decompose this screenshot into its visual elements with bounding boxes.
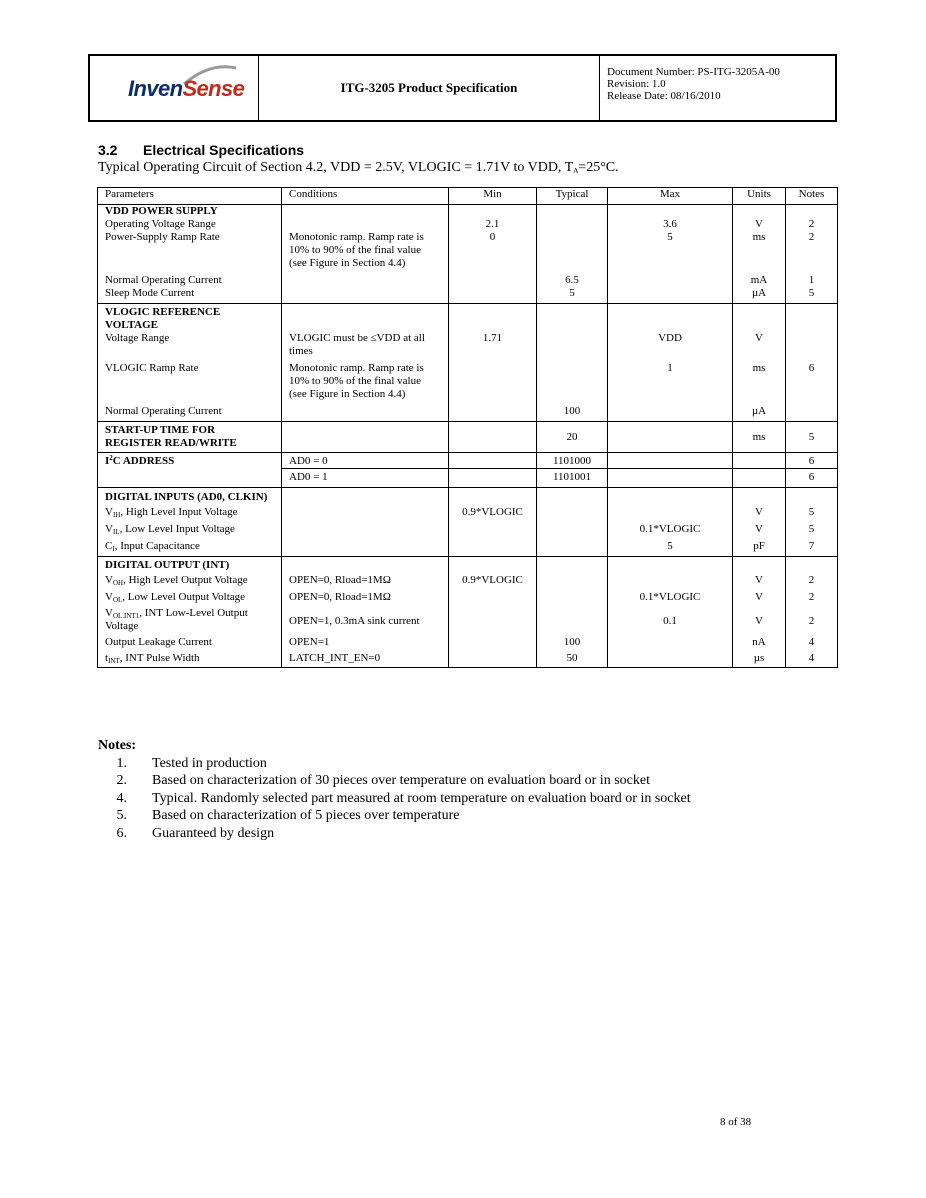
cond-cell [282, 523, 449, 540]
param-sub: I [112, 545, 115, 553]
group-title [98, 453, 282, 469]
notes-cell [786, 405, 838, 422]
cond-cell: OPEN=0, Rload=1MΩ [282, 591, 449, 607]
col-header-notes: Notes [786, 188, 838, 205]
group-title-row [98, 422, 838, 453]
note-number: 4. [116, 790, 127, 806]
max-cell: VDD [608, 332, 733, 362]
min-cell [449, 287, 537, 304]
max-cell [608, 287, 733, 304]
max-cell: 0.1*VLOGIC [608, 591, 733, 607]
col-header-units: Units [733, 188, 786, 205]
param-post: , Low Level Input Voltage [119, 523, 235, 535]
typ-cell: 1101000 [537, 453, 608, 469]
param-cell [98, 574, 282, 591]
section-subtitle [98, 160, 619, 176]
doc-info [600, 56, 835, 120]
typ-cell: 5 [537, 287, 608, 304]
note-text: Based on characterization of 30 pieces over temperature on evaluation board or in socket [152, 773, 650, 788]
param-sub: OH [112, 579, 124, 587]
table-row [98, 591, 838, 607]
notes-list [98, 755, 691, 843]
units-cell: V [733, 574, 786, 591]
param-cell [98, 636, 282, 652]
param-sub: OL [112, 596, 123, 604]
table-row [98, 506, 838, 523]
note-number: 6. [116, 825, 127, 841]
param-pre: V [105, 591, 113, 603]
typ-cell: 20 [537, 422, 608, 453]
table-row [98, 287, 838, 304]
doc-release-date: Release Date: 08/16/2010 [607, 90, 721, 102]
col-header-max: Max [608, 188, 733, 205]
param-post: , Input Capacitance [114, 540, 200, 552]
param-cell [98, 540, 282, 557]
param-sub: IL [112, 528, 120, 536]
page-number: 8 of 38 [720, 1116, 752, 1128]
typ-cell [537, 362, 608, 405]
section-title: Electrical Specifications [143, 142, 305, 158]
cond-cell: VLOGIC must be ≤VDD at all times [282, 332, 449, 362]
col-header-conditions: Conditions [282, 188, 449, 205]
param-cell: Sleep Mode Current [98, 287, 282, 304]
cond-cell [282, 540, 449, 557]
note-text: Guaranteed by design [152, 825, 275, 841]
min-cell [449, 405, 537, 422]
cond-cell [282, 218, 449, 231]
typ-cell: 1101001 [537, 469, 608, 488]
max-cell: 0.1 [608, 607, 733, 636]
doc-number: Document Number: PS-ITG-3205A-00 [607, 66, 780, 78]
param-cell [98, 506, 282, 523]
max-cell [608, 574, 733, 591]
notes-cell: 5 [786, 422, 838, 453]
table-row [98, 607, 838, 636]
param-cell: VLOGIC Ramp Rate [98, 362, 282, 405]
table-row [98, 332, 838, 362]
min-cell: 0.9*VLOGIC [449, 574, 537, 591]
max-cell: 5 [608, 231, 733, 274]
spec-table [97, 187, 838, 668]
cond-cell: OPEN=0, Rload=1MΩ [282, 574, 449, 591]
subtitle-tail: =25°C. [578, 160, 619, 175]
min-cell [449, 607, 537, 636]
min-cell: 2.1 [449, 218, 537, 231]
i2c-title-post: C ADDRESS [112, 455, 175, 467]
typ-cell [537, 506, 608, 523]
typ-cell [537, 523, 608, 540]
note-text: Typical. Randomly selected part measured at room temperature on evaluation board or in socket [152, 790, 691, 806]
cond-cell [282, 405, 449, 422]
note-text: Based on characterization of 5 pieces over temperature [152, 808, 460, 823]
param-sub: OL.INT1 [112, 612, 140, 620]
table-row [98, 362, 838, 405]
cond-cell: LATCH_INT_EN=0 [282, 652, 449, 668]
param-sub: IH [112, 511, 121, 519]
param-cell: Voltage Range [98, 332, 282, 362]
note-number: 5. [116, 808, 127, 823]
col-header-min: Min [449, 188, 537, 205]
logo-wordmark [128, 76, 244, 102]
units-cell: V [733, 591, 786, 607]
param-cell: Operating Voltage Range [98, 218, 282, 231]
param-sub: INT [108, 657, 120, 665]
param-pre: V [105, 607, 113, 619]
param-post: , High Level Output Voltage [123, 574, 248, 586]
doc-revision: Revision: 1.0 [607, 78, 666, 90]
note-number: 1. [116, 755, 127, 771]
min-cell: 1.71 [449, 332, 537, 362]
notes-cell: 2 [786, 607, 838, 636]
max-cell [608, 636, 733, 652]
group-title-row [98, 304, 838, 333]
col-header-parameters: Parameters [98, 188, 282, 205]
note-text: Tested in production [152, 755, 267, 771]
units-cell: V [733, 506, 786, 523]
param-cell [98, 591, 282, 607]
max-cell [608, 652, 733, 668]
notes-cell: 7 [786, 540, 838, 557]
typ-cell: 50 [537, 652, 608, 668]
table-row [98, 453, 838, 469]
notes-cell: 5 [786, 523, 838, 540]
table-row [98, 469, 838, 488]
notes-cell: 2 [786, 218, 838, 231]
units-cell: µs [733, 652, 786, 668]
notes-heading: Notes: [98, 738, 137, 753]
table-row [98, 540, 838, 557]
units-cell: µA [733, 405, 786, 422]
typ-cell [537, 231, 608, 274]
param-pre: V [105, 574, 113, 586]
max-cell [608, 405, 733, 422]
list-item [98, 825, 691, 843]
max-cell: 1 [608, 362, 733, 405]
min-cell: 0.9*VLOGIC [449, 506, 537, 523]
section-heading [98, 142, 304, 158]
param-cell: Power-Supply Ramp Rate [98, 231, 282, 274]
cond-cell [282, 274, 449, 287]
table-row [98, 574, 838, 591]
units-cell: ms [733, 422, 786, 453]
min-cell [449, 652, 537, 668]
table-row [98, 405, 838, 422]
param-cell [98, 523, 282, 540]
param-cell: Normal Operating Current [98, 405, 282, 422]
list-item [98, 755, 691, 773]
table-row [98, 652, 838, 668]
param-pre: V [105, 506, 113, 518]
cond-cell [282, 506, 449, 523]
min-cell [449, 591, 537, 607]
param-cell [98, 607, 282, 636]
min-cell [449, 636, 537, 652]
typ-cell [537, 574, 608, 591]
cond-cell: OPEN=1, 0.3mA sink current [282, 607, 449, 636]
min-cell [449, 540, 537, 557]
cond-cell: OPEN=1 [282, 636, 449, 652]
table-row [98, 523, 838, 540]
min-cell: 0 [449, 231, 537, 274]
units-cell: pF [733, 540, 786, 557]
notes-cell: 4 [786, 652, 838, 668]
notes-cell: 6 [786, 362, 838, 405]
group-title: DIGITAL INPUTS (AD0, CLKIN) [98, 488, 282, 507]
cond-cell: AD0 = 0 [282, 453, 449, 469]
typ-cell [537, 218, 608, 231]
units-cell: nA [733, 636, 786, 652]
group-title: START-UP TIME FOR REGISTER READ/WRITE [98, 422, 282, 453]
notes-cell: 1 [786, 274, 838, 287]
typ-cell [537, 607, 608, 636]
units-cell: V [733, 332, 786, 362]
subtitle-subscript: A [573, 167, 579, 175]
col-header-typical: Typical [537, 188, 608, 205]
section-number: 3.2 [98, 142, 118, 158]
notes-cell: 6 [786, 469, 838, 488]
typ-cell [537, 332, 608, 362]
cond-cell: Monotonic ramp. Ramp rate is 10% to 90% of the final value (see Figure in Section 4.4) [282, 362, 449, 405]
max-cell [608, 274, 733, 287]
units-cell: ms [733, 231, 786, 274]
group-title: DIGITAL OUTPUT (INT) [98, 557, 282, 575]
param-pre: t [105, 652, 109, 664]
table-header-row [98, 188, 838, 205]
list-item [98, 790, 691, 808]
typ-cell: 100 [537, 405, 608, 422]
notes-cell [786, 332, 838, 362]
min-cell [449, 523, 537, 540]
notes-cell: 2 [786, 231, 838, 274]
min-cell [449, 362, 537, 405]
units-cell: ms [733, 362, 786, 405]
notes-cell: 5 [786, 287, 838, 304]
param-post: , Low Level Output Voltage [122, 591, 246, 603]
param-post: , INT Pulse Width [119, 652, 200, 664]
max-cell [608, 506, 733, 523]
subtitle-text: Typical Operating Circuit of Section 4.2, VDD = 2.5V, VLOGIC = 1.71V to VDD, T [98, 160, 574, 175]
logo-part1: Inven [128, 76, 183, 101]
i2c-title-pre: I [105, 455, 110, 467]
group-title-row [98, 557, 838, 575]
notes-cell: 4 [786, 636, 838, 652]
group-title-row [98, 488, 838, 507]
table-row [98, 274, 838, 287]
param-pre: Output Leakage Current [105, 636, 212, 648]
param-pre: V [105, 523, 113, 535]
param-cell [98, 652, 282, 668]
max-cell: 3.6 [608, 218, 733, 231]
param-post: , High Level Input Voltage [120, 506, 238, 518]
notes-cell: 6 [786, 453, 838, 469]
max-cell: 5 [608, 540, 733, 557]
notes-section [98, 737, 691, 842]
param-post: , INT Low-Level Output Voltage [105, 607, 248, 632]
table-row [98, 218, 838, 231]
logo-part2: Sense [182, 76, 245, 101]
note-number: 2. [116, 773, 127, 788]
cond-cell: AD0 = 1 [282, 469, 449, 488]
min-cell [449, 274, 537, 287]
document-header [88, 54, 837, 122]
param-pre: C [105, 540, 113, 552]
notes-cell: 2 [786, 591, 838, 607]
i2c-title-sup: 2 [109, 454, 113, 462]
typ-cell [537, 540, 608, 557]
typ-cell: 100 [537, 636, 608, 652]
group-title-row [98, 205, 838, 219]
param-cell: Normal Operating Current [98, 274, 282, 287]
notes-cell: 2 [786, 574, 838, 591]
list-item [98, 807, 691, 825]
group-title: VDD POWER SUPPLY [98, 205, 282, 219]
invensense-logo [90, 56, 259, 120]
typ-cell: 6.5 [537, 274, 608, 287]
notes-cell: 5 [786, 506, 838, 523]
units-cell: V [733, 523, 786, 540]
group-title: VLOGIC REFERENCE VOLTAGE [98, 304, 282, 333]
list-item [98, 772, 691, 790]
units-cell: µA [733, 287, 786, 304]
units-cell: V [733, 607, 786, 636]
max-cell: 0.1*VLOGIC [608, 523, 733, 540]
table-row [98, 636, 838, 652]
table-row [98, 231, 838, 274]
doc-title: ITG-3205 Product Specification [259, 56, 600, 120]
typ-cell [537, 591, 608, 607]
units-cell: V [733, 218, 786, 231]
cond-cell [282, 287, 449, 304]
units-cell: mA [733, 274, 786, 287]
cond-cell: Monotonic ramp. Ramp rate is 10% to 90% of the final value (see Figure in Section 4.4) [282, 231, 449, 274]
